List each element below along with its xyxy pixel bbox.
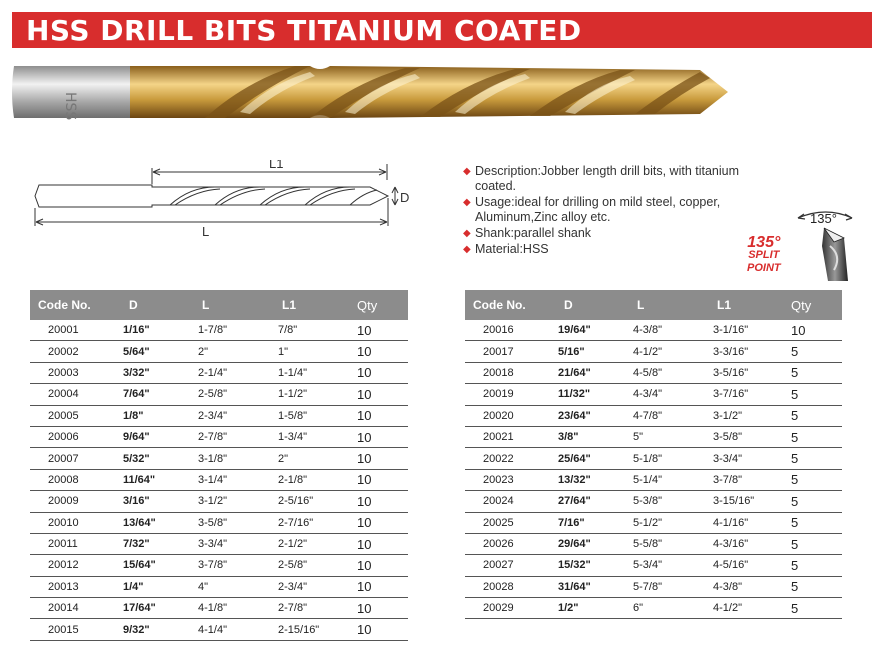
table-row (465, 512, 842, 533)
cell-l: 5-7/8" (623, 576, 703, 597)
header-qty: Qty (777, 290, 842, 320)
cell-code: 20016 (465, 320, 550, 341)
cell-code: 20021 (465, 426, 550, 447)
cell-d: 15/64" (115, 555, 188, 576)
photo-text: HSS (62, 92, 78, 121)
table-row (465, 426, 842, 447)
cell-l1: 4-5/16" (703, 555, 777, 576)
cell-d: 5/64" (115, 341, 188, 362)
header-qty: Qty (343, 290, 408, 320)
cell-d: 11/32" (550, 384, 623, 405)
cell-d: 7/32" (115, 533, 188, 554)
cell-l1: 3-7/8" (703, 469, 777, 490)
cell-l: 4" (188, 576, 268, 597)
point-text: POINT (747, 262, 781, 274)
cell-qty: 5 (777, 598, 842, 619)
cell-l1: 2-3/4" (268, 576, 343, 597)
title-bar (12, 12, 872, 48)
cell-d: 5/32" (115, 448, 188, 469)
cell-code: 20019 (465, 384, 550, 405)
cell-l: 3-7/8" (188, 555, 268, 576)
cell-d: 27/64" (550, 491, 623, 512)
table-row (465, 448, 842, 469)
header-d: D (550, 290, 623, 320)
cell-code: 20010 (30, 512, 115, 533)
cell-d: 7/16" (550, 512, 623, 533)
cell-l: 5" (623, 426, 703, 447)
table-row (465, 469, 842, 490)
cell-qty: 10 (343, 533, 408, 554)
cell-l1: 3-5/16" (703, 362, 777, 383)
cell-d: 31/64" (550, 576, 623, 597)
table-row (465, 384, 842, 405)
table-row (465, 555, 842, 576)
cell-d: 1/2" (550, 598, 623, 619)
cell-l: 4-3/8" (623, 320, 703, 341)
table-row (465, 405, 842, 426)
cell-l1: 2-7/16" (268, 512, 343, 533)
usage-item: ◆ Usage:ideal for drilling on mild steel, copper, Aluminum,Zinc alloy etc. (463, 195, 743, 225)
table-row (465, 320, 842, 341)
header-d: D (115, 290, 188, 320)
cell-d: 5/16" (550, 341, 623, 362)
cell-code: 20003 (30, 362, 115, 383)
cell-d: 3/32" (115, 362, 188, 383)
cell-d: 13/64" (115, 512, 188, 533)
table-row (30, 598, 408, 619)
cell-d: 29/64" (550, 533, 623, 554)
cell-d: 3/8" (550, 426, 623, 447)
cell-qty: 5 (777, 384, 842, 405)
cell-qty: 5 (777, 426, 842, 447)
cell-l1: 3-1/2" (703, 405, 777, 426)
cell-l1: 4-1/16" (703, 512, 777, 533)
table-body (30, 320, 408, 640)
cell-l1: 1" (268, 341, 343, 362)
table-row (30, 320, 408, 341)
table-row (30, 384, 408, 405)
cell-d: 15/32" (550, 555, 623, 576)
table-header-row (465, 290, 842, 320)
cell-qty: 5 (777, 469, 842, 490)
description-list (463, 164, 743, 258)
cell-code: 20011 (30, 533, 115, 554)
cell-l: 6" (623, 598, 703, 619)
cell-l1: 2-7/8" (268, 598, 343, 619)
cell-code: 20020 (465, 405, 550, 426)
cell-qty: 10 (343, 512, 408, 533)
material-item: ◆ Material:HSS (463, 242, 743, 257)
split-angle-red: 135° (747, 234, 781, 251)
dimension-diagram (25, 160, 425, 240)
cell-code: 20015 (30, 619, 115, 640)
cell-qty: 10 (343, 448, 408, 469)
diagram-l1-label: L1 (269, 160, 284, 171)
cell-qty: 5 (777, 362, 842, 383)
cell-l: 5-1/2" (623, 512, 703, 533)
cell-l: 4-5/8" (623, 362, 703, 383)
cell-l1: 3-15/16" (703, 491, 777, 512)
spec-table-right (465, 290, 842, 619)
split-angle-label: 135° (810, 211, 837, 226)
header-l: L (188, 290, 268, 320)
cell-l1: 2-15/16" (268, 619, 343, 640)
cell-l: 2-7/8" (188, 426, 268, 447)
cell-qty: 5 (777, 341, 842, 362)
cell-qty: 5 (777, 512, 842, 533)
cell-l: 4-3/4" (623, 384, 703, 405)
cell-qty: 10 (343, 341, 408, 362)
cell-l: 1-7/8" (188, 320, 268, 341)
cell-l: 4-1/4" (188, 619, 268, 640)
cell-l1: 4-1/2" (703, 598, 777, 619)
cell-code: 20008 (30, 469, 115, 490)
cell-code: 20002 (30, 341, 115, 362)
cell-l: 3-1/8" (188, 448, 268, 469)
description-item: ◆ Description:Jobber length drill bits, with titanium coated. (463, 164, 743, 194)
cell-code: 20004 (30, 384, 115, 405)
cell-d: 19/64" (550, 320, 623, 341)
cell-l1: 1-1/2" (268, 384, 343, 405)
cell-code: 20005 (30, 405, 115, 426)
cell-d: 21/64" (550, 362, 623, 383)
cell-qty: 5 (777, 555, 842, 576)
cell-qty: 5 (777, 491, 842, 512)
cell-d: 1/8" (115, 405, 188, 426)
cell-l1: 3-3/4" (703, 448, 777, 469)
table-row (30, 555, 408, 576)
cell-d: 9/32" (115, 619, 188, 640)
cell-l: 5-1/4" (623, 469, 703, 490)
cell-code: 20018 (465, 362, 550, 383)
cell-l1: 3-3/16" (703, 341, 777, 362)
cell-qty: 10 (343, 469, 408, 490)
header-l1: L1 (268, 290, 343, 320)
diagram-d-label: D (400, 190, 410, 205)
table-row (465, 341, 842, 362)
table-row (465, 533, 842, 554)
cell-d: 23/64" (550, 405, 623, 426)
cell-code: 20024 (465, 491, 550, 512)
cell-l1: 2-5/8" (268, 555, 343, 576)
table-row (30, 405, 408, 426)
table-row (465, 598, 842, 619)
cell-l: 3-1/2" (188, 491, 268, 512)
cell-code: 20022 (465, 448, 550, 469)
cell-qty: 10 (343, 384, 408, 405)
table-row (30, 491, 408, 512)
cell-l: 3-5/8" (188, 512, 268, 533)
spec-table-left (30, 290, 408, 641)
page-title: HSS DRILL BITS TITANIUM COATED (26, 14, 582, 47)
cell-code: 20028 (465, 576, 550, 597)
cell-l1: 7/8" (268, 320, 343, 341)
cell-l1: 1-3/4" (268, 426, 343, 447)
cell-l: 3-1/4" (188, 469, 268, 490)
cell-qty: 5 (777, 576, 842, 597)
cell-l1: 3-5/8" (703, 426, 777, 447)
drill-bit-photo (10, 52, 880, 132)
cell-l1: 4-3/8" (703, 576, 777, 597)
table-body (465, 320, 842, 619)
cell-code: 20023 (465, 469, 550, 490)
cell-qty: 5 (777, 533, 842, 554)
cell-l1: 3-7/16" (703, 384, 777, 405)
cell-code: 20007 (30, 448, 115, 469)
cell-l1: 2-1/8" (268, 469, 343, 490)
cell-l1: 2" (268, 448, 343, 469)
cell-l: 4-7/8" (623, 405, 703, 426)
cell-l: 3-3/4" (188, 533, 268, 554)
cell-code: 20025 (465, 512, 550, 533)
header-l1: L1 (703, 290, 777, 320)
cell-d: 13/32" (550, 469, 623, 490)
table-header-row (30, 290, 408, 320)
header-l: L (623, 290, 703, 320)
cell-l1: 3-1/16" (703, 320, 777, 341)
cell-l1: 1-5/8" (268, 405, 343, 426)
cell-l: 5-3/4" (623, 555, 703, 576)
cell-l1: 2-1/2" (268, 533, 343, 554)
table-row (30, 469, 408, 490)
table-row (30, 341, 408, 362)
cell-d: 25/64" (550, 448, 623, 469)
cell-l1: 2-5/16" (268, 491, 343, 512)
table-row (30, 512, 408, 533)
table-row (465, 362, 842, 383)
cell-code: 20001 (30, 320, 115, 341)
cell-qty: 10 (343, 320, 408, 341)
cell-code: 20029 (465, 598, 550, 619)
cell-d: 17/64" (115, 598, 188, 619)
table-row (30, 362, 408, 383)
cell-l: 2-5/8" (188, 384, 268, 405)
table-row (30, 448, 408, 469)
cell-l: 2-3/4" (188, 405, 268, 426)
cell-l: 4-1/2" (623, 341, 703, 362)
cell-l: 2" (188, 341, 268, 362)
cell-l1: 1-1/4" (268, 362, 343, 383)
table-row (30, 533, 408, 554)
cell-code: 20017 (465, 341, 550, 362)
table-row (465, 491, 842, 512)
cell-d: 1/4" (115, 576, 188, 597)
split-text: SPLIT (748, 249, 780, 261)
cell-qty: 10 (343, 491, 408, 512)
cell-qty: 10 (777, 320, 842, 341)
diagram-l-label: L (202, 224, 210, 239)
cell-code: 20009 (30, 491, 115, 512)
cell-l: 4-1/8" (188, 598, 268, 619)
cell-l1: 4-3/16" (703, 533, 777, 554)
cell-d: 7/64" (115, 384, 188, 405)
cell-qty: 5 (777, 405, 842, 426)
table-row (30, 576, 408, 597)
cell-qty: 10 (343, 555, 408, 576)
cell-qty: 10 (343, 576, 408, 597)
cell-code: 20006 (30, 426, 115, 447)
cell-d: 1/16" (115, 320, 188, 341)
header-code-no: Code No. (465, 290, 550, 320)
cell-qty: 10 (343, 598, 408, 619)
table-row (30, 426, 408, 447)
cell-code: 20013 (30, 576, 115, 597)
cell-d: 3/16" (115, 491, 188, 512)
cell-l: 5-3/8" (623, 491, 703, 512)
cell-code: 20026 (465, 533, 550, 554)
header-code-no: Code No. (30, 290, 115, 320)
cell-d: 11/64" (115, 469, 188, 490)
cell-qty: 10 (343, 405, 408, 426)
cell-d: 9/64" (115, 426, 188, 447)
cell-l: 5-5/8" (623, 533, 703, 554)
cell-qty: 10 (343, 426, 408, 447)
cell-qty: 5 (777, 448, 842, 469)
table-row (30, 619, 408, 640)
split-point-label (747, 236, 781, 275)
cell-code: 20012 (30, 555, 115, 576)
shank-item: ◆ Shank:parallel shank (463, 226, 743, 241)
cell-qty: 10 (343, 362, 408, 383)
cell-code: 20014 (30, 598, 115, 619)
cell-l: 5-1/8" (623, 448, 703, 469)
cell-l: 2-1/4" (188, 362, 268, 383)
cell-code: 20027 (465, 555, 550, 576)
cell-qty: 10 (343, 619, 408, 640)
table-row (465, 576, 842, 597)
